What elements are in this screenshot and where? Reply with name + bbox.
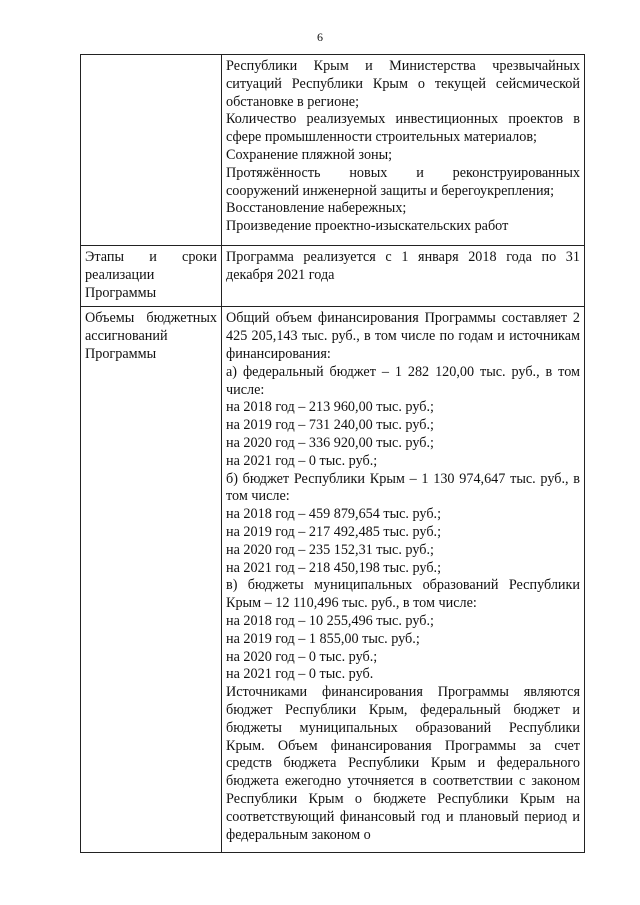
- table-row: [81, 55, 585, 246]
- content-paragraph: Программа реализуется с 1 января 2018 года по 31 декабря 2021 года: [226, 249, 580, 283]
- content-paragraph: Восстановление набережных;: [226, 200, 407, 217]
- content-paragraph: на 2020 год – 336 920,00 тыс. руб.;: [226, 434, 434, 451]
- row-label: [81, 55, 222, 246]
- content-paragraph: на 2018 год – 213 960,00 тыс. руб.;: [226, 399, 434, 416]
- content-paragraph: на 2019 год – 1 855,00 тыс. руб.;: [226, 630, 420, 647]
- content-paragraph: на 2020 год – 235 152,31 тыс. руб.;: [226, 541, 434, 558]
- content-paragraph: на 2018 год – 459 879,654 тыс. руб.;: [226, 506, 442, 523]
- page-number: 6: [317, 30, 323, 44]
- content-paragraph: на 2018 год – 10 255,496 тыс. руб.;: [226, 612, 434, 629]
- content-paragraph: на 2019 год – 217 492,485 тыс. руб.;: [226, 523, 442, 540]
- content-paragraph: Количество реализуемых инвестиционных проектов в сфере промышленности строительных материалов;: [226, 111, 580, 146]
- content-paragraph: на 2019 год – 731 240,00 тыс. руб.;: [226, 417, 434, 434]
- row-label: Этапы и сроки реализации Программы: [81, 246, 222, 307]
- content-paragraph: Республики Крым и Министерства чрезвычайных ситуаций Республики Крым о текущей сейсмической обстановке в регионе;: [226, 58, 580, 110]
- row-content: [222, 307, 585, 853]
- row-content: [222, 246, 585, 307]
- content-paragraph: Произведение проектно-изыскательских работ: [226, 218, 509, 235]
- content-paragraph: на 2021 год – 0 тыс. руб.;: [226, 452, 378, 469]
- content-paragraph: Сохранение пляжной зоны;: [226, 146, 393, 163]
- content-paragraph: на 2021 год – 0 тыс. руб.: [226, 666, 374, 683]
- content-paragraph: в) бюджеты муниципальных образований Республики Крым – 12 110,496 тыс. руб., в том числе:: [226, 577, 580, 612]
- table-row: [81, 246, 585, 307]
- row-content: [222, 55, 585, 246]
- content-paragraph: а) федеральный бюджет – 1 282 120,00 тыс. руб., в том числе:: [226, 363, 580, 398]
- content-paragraph: Общий объем финансирования Программы составляет 2 425 205,143 тыс. руб., в том числе по годам и источникам финансирования:: [226, 310, 580, 362]
- content-paragraph: Источниками финансирования Программы являются бюджет Республики Крым, федеральный бюджет и бюджеты муниципальных образований Республики Крым. Объем финансирования Программы за счет средств бюджета Республики Крым и федерального бюджета ежегодно уточняется в соответствии с законом Республики Крым о бюджете Республики Крым на соответствующий финансовый год и плановый период и федеральным законом о: [226, 684, 580, 843]
- program-passport-table: [80, 54, 585, 853]
- table-row: [81, 307, 585, 853]
- content-paragraph: б) бюджет Республики Крым – 1 130 974,647 тыс. руб., в том числе:: [226, 470, 580, 505]
- content-paragraph: на 2020 год – 0 тыс. руб.;: [226, 648, 378, 665]
- row-label: Объемы бюджетных ассигнований Программы: [81, 307, 222, 853]
- content-paragraph: на 2021 год – 218 450,198 тыс. руб.;: [226, 559, 442, 576]
- content-paragraph: Протяжённость новых и реконструированных сооружений инженерной защиты и берегоукрепления;: [226, 164, 580, 199]
